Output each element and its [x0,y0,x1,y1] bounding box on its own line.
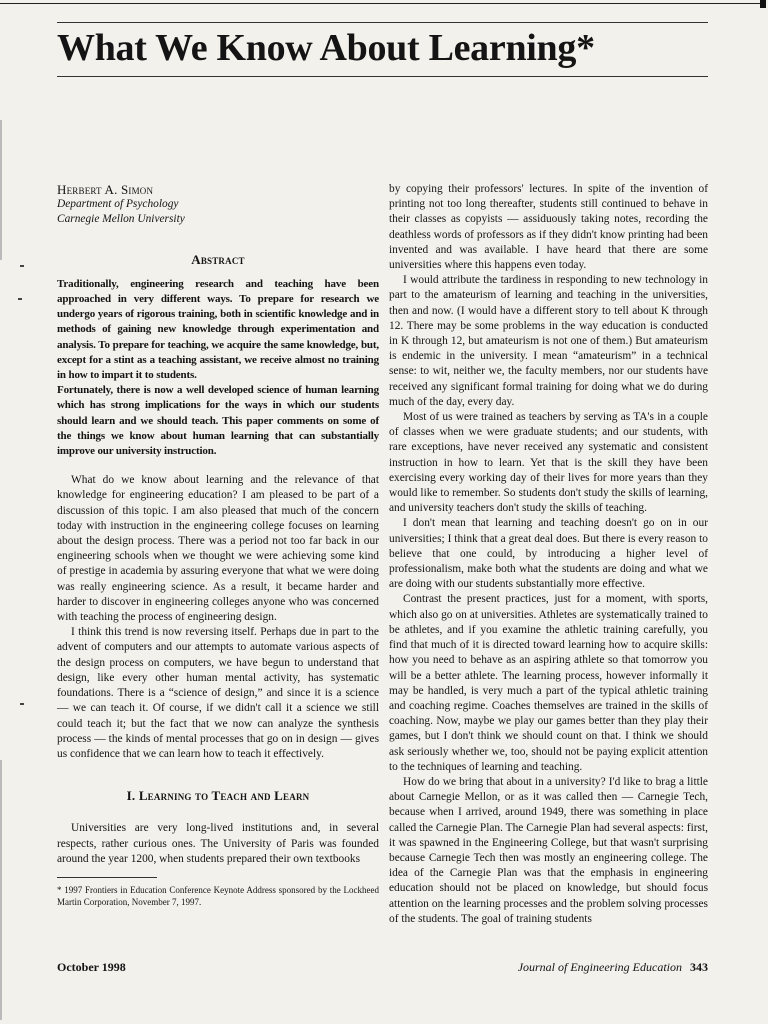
title-rule-top [57,22,708,23]
article-title: What We Know About Learning* [57,27,595,69]
right-paragraph-2: I would attribute the tardiness in responding to new technology in part to the amateurism of learning and teaching in the universities, then and now. (I would have a different story to tell about K through 12. There may be some problems in the way education is conducted in K through 12, but amateurism is not one of them.) But amateurism is endemic in the university. I mean “amateurism” in a technical sense: to wit, neither we, the faculty members, nor our students have received any significant formal training for doing what we do during much of the day, every day. [389,274,708,408]
right-paragraph-3: Most of us were trained as teachers by serving as TA's in a couple of classes when we were graduate students; and our students, with rare exceptions, have never received any systematic and consistent instruction in how to learn. Yet that is the skill they have been exercising every working day of their lives for more years than they would like to remember. So students don't study the skills of learning, and university teachers don't study the skills of teaching. [389,411,708,515]
intro-paragraph-2: I think this trend is now reversing itself. Perhaps due in part to the advent of computers and our attempts to automate various aspects of the design process on computers, we have begun to understand that design, like every other human mental activity, has systematic foundations. There is a “science of design,” and since it is a science — we can teach it. Of course, if we didn't call it a science we still could teach it; but the fact that we now can analyze the synthesis process — the kinds of mental processes that go on in design — gives us confidence that we can learn how to teach it effectively. [57,626,379,760]
scan-mark [20,265,24,267]
footnote: * 1997 Frontiers in Education Conference Keynote Address sponsored by the Lockheed Martin Corporation, November 7, 1997. [57,884,379,908]
section-1-heading: I. Learning to Teach and Learn [126,788,310,804]
abstract-paragraph-2: Fortunately, there is now a well developed science of human learning which has strong implications for the ways in which our students should learn and we should teach. This paper comments on some of the things we know about human learning that can substantially improve our university instruction. [57,384,379,458]
top-border-rule [0,3,764,4]
scan-mark [18,298,22,300]
right-paragraph-1: by copying their professors' lectures. In spite of the invention of printing not too long thereafter, students still continued to behave in their classes as copyists — assiduously taking notes, recording the deathless words of professors as if they didn't know printing had been invented and was available. I have heard that there are some universities where this happens even today. [389,183,708,272]
footer-date: October 1998 [57,960,126,974]
section-1-paragraph-1: Universities are very long-lived institutions and, in several respects, rather curious ones. The University of Paris was founded around the year 1200, when students prepared their own textbooks [57,822,379,865]
left-column [57,182,379,909]
scan-edge [0,120,2,260]
abstract-heading: Abstract [191,251,245,267]
author-department: Department of Psychology [57,198,179,211]
title-rule-bottom [57,76,708,77]
page-number: 343 [690,960,708,974]
scan-mark [20,703,24,705]
author-university: Carnegie Mellon University [57,213,185,226]
scan-edge [0,760,2,1020]
right-column [389,182,708,927]
corner-registration-mark [760,0,766,8]
footer-journal [518,960,708,975]
right-paragraph-6: How do we bring that about in a university? I'd like to brag a little about Carnegie Mellon, or as it was called then — Carnegie Tech, because when I arrived, around 1949, there was something in place called the Carnegie Plan. The Carnegie Plan had several aspects: first, it was spawned in the Engineering College, but that wasn't surprising because Carnegie Tech then was mostly an engineering college. The idea of the Carnegie Plan was that the emphasis in engineering education should not be placed on knowledge, but should focus attention on the learning processes and the problem solving processes of the students. The goal of training students [389,775,708,925]
right-paragraph-4: I don't mean that learning and teaching doesn't go on in our universities; I think that a great deal does. But there is every reason to believe that one could, by introducing a higher level of professionalism, make both what the students are doing and what we are doing with our students substantially more effective. [389,517,708,591]
author-name: Herbert A. Simon [57,182,154,197]
intro-paragraph-1: What do we know about learning and the relevance of that knowledge for engineering education? I am pleased to be part of a discussion of this topic. I am also pleased that much of the concern today with instruction in the engineering college focuses on learning about the design process. There was a period not too far back in our engineering schools when we thought we were achieving some kind of prestige in academia by assuring everyone that what we were doing was really engineering science. As a result, it became harder and harder to discover in engineering colleges anyone who was concerned with teaching the process of engineering design. [57,474,379,624]
right-paragraph-5: Contrast the present practices, just for a moment, with sports, which also go on at universities. Athletes are systematically trained to be athletes, and if you examine the athletic training carefully, you find that much of it is directed toward learning how to acquire skills: how you need to behave as an aspiring athlete so that tomorrow you will be a better athlete. The learning process, however informally it may be handled, is very much a part of the typical athletic training and coaching regime. Coaches themselves are trained in the skills of coaching. Now, maybe we play our games better than they play their games, but I don't think we should count on that. I think we should ask seriously whether we, too, should not be paying explicit attention to the techniques of learning and teaching. [389,593,708,773]
abstract-paragraph-1: Traditionally, engineering research and teaching have been approached in very different ways. To prepare for research we undergo years of rigorous training, both in scientific knowledge and in methods of gaining new knowledge through experimentation and analysis. To prepare for teaching, we acquire the same knowledge, but, except for a stint as a teaching assistant, we receive almost no training in how to impart it to students. [57,277,379,382]
journal-name: Journal of Engineering Education [517,960,682,974]
footnote-rule [57,877,157,878]
